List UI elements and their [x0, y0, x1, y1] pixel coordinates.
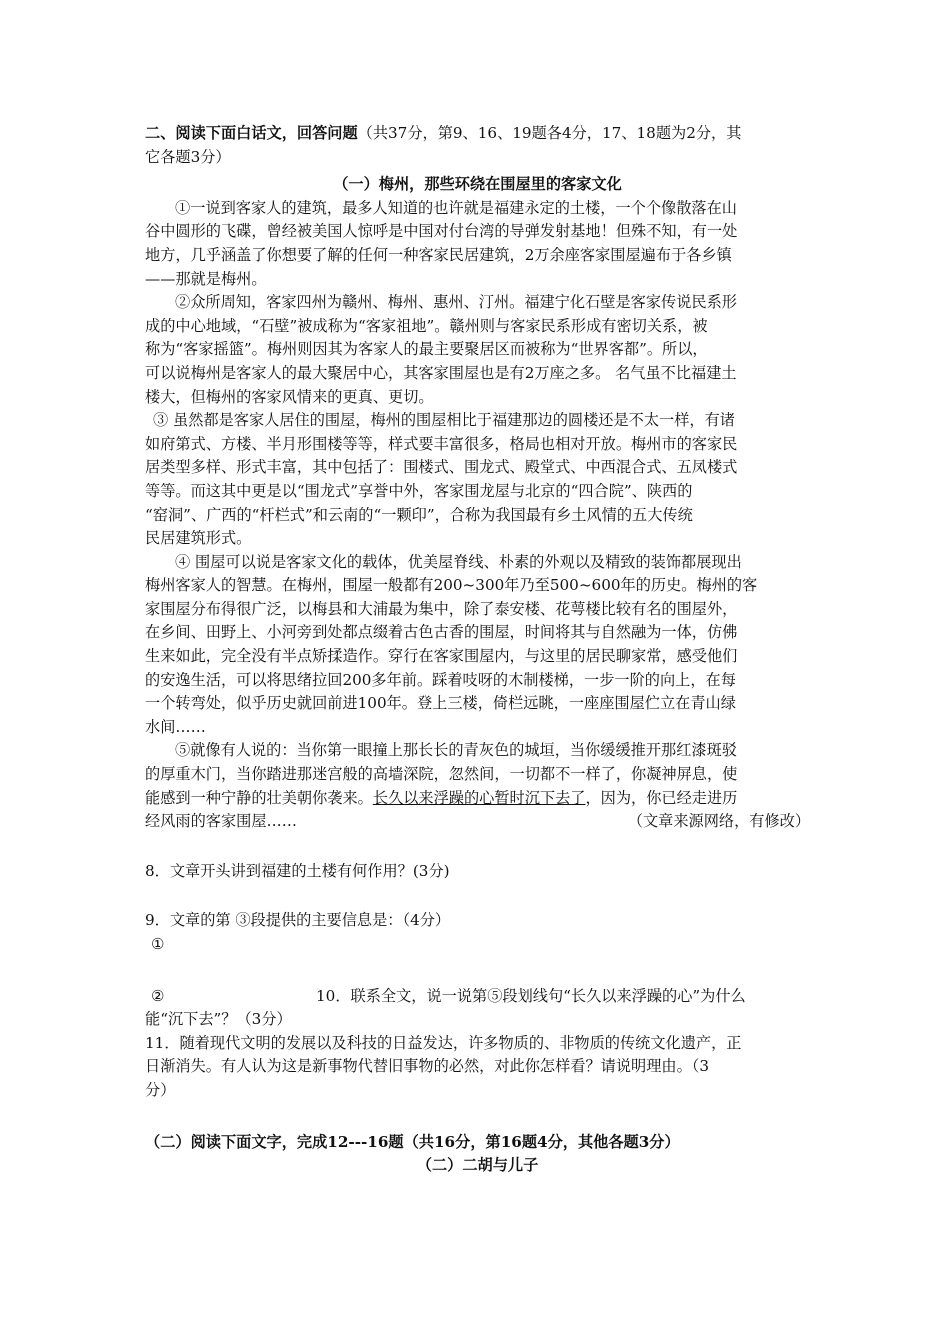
paragraph-line	[145, 787, 810, 811]
paragraph-line: 的厚重木门，当你踏进那迷宫般的高墙深院，忽然间，一切都不一样了，你凝神屏息，使	[145, 765, 738, 784]
paragraph-line: ①一说到客家人的建筑，最多人知道的也许就是福建永定的土楼，一个个像散落在山	[175, 198, 737, 217]
question-10-line2: 能“沉下去”？（3分）	[145, 1010, 292, 1029]
paragraph-line: 称为“客家摇篮”。梅州则因其为客家人的最主要聚居区而被称为“世界客都”。所以，	[145, 340, 708, 359]
section-heading-bold: 二、阅读下面白话文，回答问题	[145, 124, 358, 142]
paragraph-line: ③ 虽然都是客家人居住的围屋，梅州的围屋相比于福建那边的圆楼还是不太一样，有诸	[153, 411, 735, 430]
paragraph-line: 谷中圆形的飞碟，曾经被美国人惊呼是中国对付台湾的导弹发射基地！但殊不知，有一处	[145, 222, 738, 241]
section-heading-line2: 它各题3分）	[145, 147, 231, 166]
paragraph-line: 家围屋分布得很广泛，以梅县和大浦最为集中，除了泰安楼、花萼楼比较有名的围屋外，	[145, 599, 738, 618]
paragraph-line: ④ 围屋可以说是客家文化的载体，优美屋脊线、朴素的外观以及精致的装饰都展现出	[175, 552, 742, 571]
paragraph-1	[145, 197, 810, 291]
paragraph-line: 一个转弯处，似乎历史就回前进100年。登上三楼，倚栏远眺，一座座围屋伫立在青山绿	[145, 694, 736, 713]
exam-page	[145, 122, 810, 1178]
question-10-line	[145, 985, 810, 1009]
article2-instruction: （二）阅读下面文字，完成12---16题（共16分，第16题4分，其他各题3分）	[145, 1132, 680, 1151]
paragraph-line: 在乡间、田野上、小河旁到处都点缀着古色古香的围屋，时间将其与自然融为一体，仿佛	[145, 623, 738, 642]
question-8: 8．文章开头讲到福建的土楼有何作用？(3分)	[145, 861, 450, 880]
section-heading	[145, 122, 810, 146]
paragraph-line: ——那就是梅州。	[145, 269, 267, 288]
paragraph-line: 可以说梅州是客家人的最大聚居中心，其客家围屋也是有2万座之多。 名气虽不比福建土	[145, 363, 737, 382]
paragraph-line: 等等。而这其中更是以“围龙式”享誉中外，客家围龙屋与北京的“四合院”、陕西的	[145, 481, 693, 500]
question-11: 11．随着现代文明的发展以及科技的日益发达，许多物质的、非物质的传统文化遗产，正	[145, 1033, 742, 1052]
paragraph-line: 如府第式、方楼、半月形围楼等等，样式要丰富很多，格局也相对开放。梅州市的客家民	[145, 434, 738, 453]
question-9-answer-1: ①	[151, 935, 165, 953]
question-9: 9．文章的第 ③段提供的主要信息是：（4分）	[145, 911, 451, 930]
paragraph-line: 居类型多样、形式丰富，其中包括了：围楼式、围龙式、殿堂式、中西混合式、五凤楼式	[145, 458, 738, 477]
source-note: （文章来源网络，有修改）	[627, 812, 810, 831]
paragraph-line: 生来如此，完全没有半点矫揉造作。穿行在客家围屋内，与这里的居民聊家常，感受他们	[145, 647, 738, 666]
paragraph-line	[145, 810, 810, 834]
text-segment: 能感到一种宁静的壮美朝你袭来。	[145, 788, 373, 807]
paragraph-3	[145, 409, 810, 551]
article-title: （一）梅州，那些环绕在围屋里的客家文化	[333, 175, 622, 194]
paragraph-line: 民居建筑形式。	[145, 529, 252, 548]
section-heading-rest: （共37分，第9、16、19题各4分，17、18题为2分，其	[357, 124, 742, 142]
paragraph-line: 成的中心地域，“石壁”被成称为“客家祖地”。赣州则与客家民系形成有密切关系，被	[145, 316, 708, 335]
paragraph-line: 梅州客家人的智慧。在梅州，围屋一般都有200~300年乃至500~600年的历史。梅州的客	[145, 576, 758, 595]
underlined-sentence: 长久以来浮躁的心暂时沉下去了	[372, 788, 586, 807]
question-9-answer-2: ②	[151, 986, 165, 1005]
question-10: 10．联系全文，说一说第⑤段划线句“长久以来浮躁的心”为什么	[316, 986, 746, 1005]
paragraph-5	[145, 739, 810, 833]
paragraph-line: 地方，几乎涵盖了你想要了解的任何一种客家民居建筑，2万余座客家围屋遍布于各乡镇	[145, 245, 732, 264]
question-11-line2: 日渐消失。有人认为这是新事物代替旧事物的必然，对此你怎样看？请说明理由。（3	[145, 1057, 710, 1076]
paragraph-line: 楼大，但梅州的客家风情来的更真、更切。	[145, 387, 434, 406]
paragraph-line: ⑤就像有人说的：当你第一眼撞上那长长的青灰色的城垣，当你缓缓推开那红漆斑驳	[175, 741, 737, 760]
paragraph-line: 水间……	[145, 717, 206, 736]
paragraph-line: “窑洞”、广西的“杆栏式”和云南的“一颗印”，合称为我国最有乡土风情的五大传统	[145, 505, 693, 524]
paragraph-2	[145, 291, 810, 409]
paragraph-line: ②众所周知，客家四州为赣州、梅州、惠州、汀州。福建宁化石壁是客家传说民系形	[175, 293, 737, 312]
paragraph-4	[145, 551, 810, 740]
text-segment: 经风雨的客家围屋……	[145, 812, 297, 831]
paragraph-line: 的安逸生活，可以将思绪拉回200多年前。踩着吱呀的木制楼梯，一步一阶的向上，在每	[145, 670, 736, 689]
text-segment: ，因为，你已经走进历	[585, 788, 738, 807]
question-11-line3: 分）	[145, 1080, 176, 1099]
article2-title: （二）二胡与儿子	[416, 1156, 539, 1175]
